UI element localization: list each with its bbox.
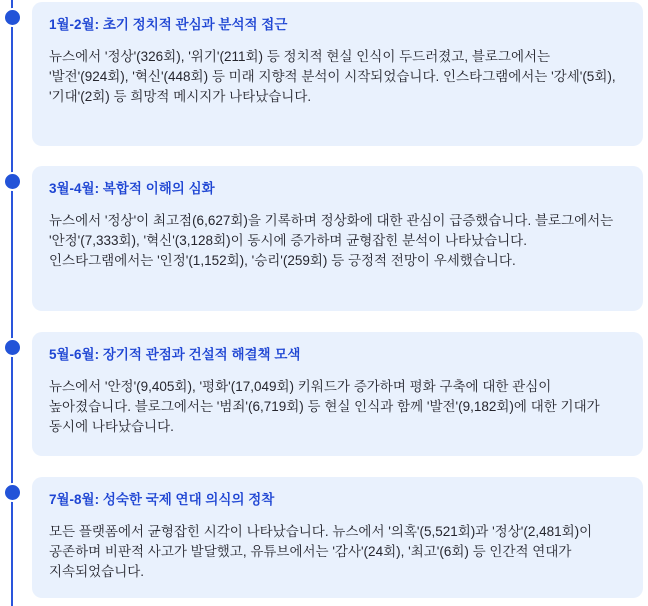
card-title: 7월-8월: 성숙한 국제 연대 의식의 정착	[49, 492, 275, 507]
card-body: 뉴스에서 '정상'이 최고점(6,627회)을 기록하며 정상화에 대한 관심이 급증했습니다. 블로그에서는 '안정'(7,333회), '혁신'(3,128회)이 동시에 증가하며 균형잡힌 분석이 나타났습니다. 인스타그램에서는 '인정'(1,152회), '승리'(259회) 등 긍정적 전망이 우세했습니다.	[49, 213, 614, 268]
timeline-card-jul-aug	[32, 477, 643, 598]
timeline-dot-icon	[3, 338, 22, 357]
timeline-card-jan-feb	[32, 2, 643, 146]
card-body: 뉴스에서 '정상'(326회), '위기'(211회) 등 정치적 현실 인식이 두드러졌고, 블로그에서는 '발전'(924회), '혁신'(448회) 등 미래 지향적 분석이 시작되었습니다. 인스타그램에서는 '강세'(5회), '기대'(2회) 등 희망적 메시지가 나타났습니다.	[49, 49, 616, 104]
card-body: 모든 플랫폼에서 균형잡힌 시각이 나타났습니다. 뉴스에서 '의혹'(5,521회)과 '정상'(2,481회)이 공존하며 비판적 사고가 발달했고, 유튜브에서는 '감사'(24회), '최고'(6회) 등 인간적 연대가 지속되었습니다.	[49, 524, 593, 579]
timeline-card-mar-apr	[32, 166, 643, 311]
timeline-card-may-jun	[32, 332, 643, 456]
card-title: 1월-2월: 초기 정치적 관심과 분석적 접근	[49, 17, 288, 32]
card-title: 3월-4월: 복합적 이해의 심화	[49, 181, 215, 196]
card-body: 뉴스에서 '안정'(9,405회), '평화'(17,049회) 키워드가 증가하며 평화 구축에 대한 관심이 높아졌습니다. 블로그에서는 '범죄'(6,719회) 등 현실 인식과 함께 '발전'(9,182회)에 대한 기대가 동시에 나타났습니다.	[49, 379, 600, 434]
timeline-dot-icon	[3, 172, 22, 191]
timeline-dot-icon	[3, 483, 22, 502]
timeline-line	[11, 0, 13, 606]
timeline-dot-icon	[3, 8, 22, 27]
card-title: 5월-6월: 장기적 관점과 건설적 해결책 모색	[49, 347, 301, 362]
